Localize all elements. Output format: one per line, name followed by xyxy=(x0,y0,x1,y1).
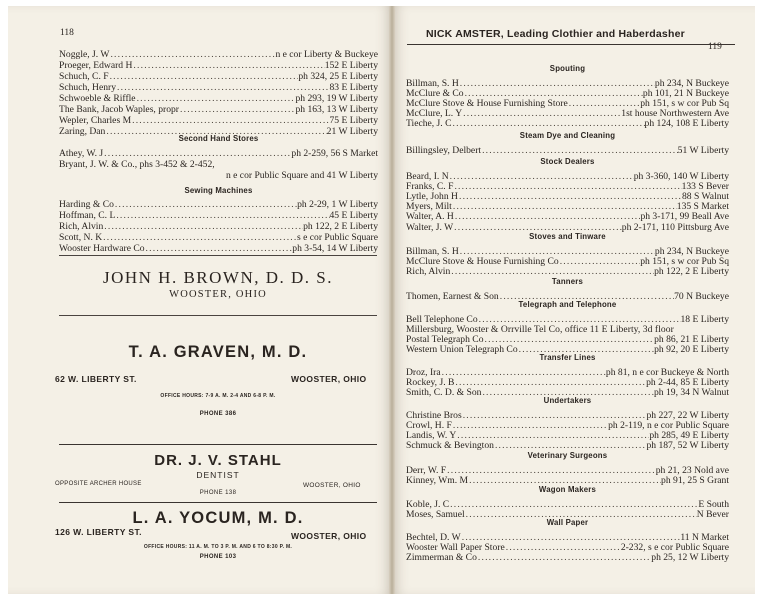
entry-value: 133 S Bever xyxy=(681,181,729,193)
entry-name: Moses, Samuel xyxy=(406,509,465,521)
directory-entry xyxy=(59,159,378,170)
section-heading: Steam Dye and Cleaning xyxy=(519,131,616,140)
directory-entry xyxy=(59,221,378,232)
entry-value: n e cor Liberty & Buckeye xyxy=(275,49,378,60)
entry-value: 45 E Liberty xyxy=(329,210,378,221)
entry-value: 11 N Market xyxy=(680,532,729,543)
entry-value: ph 163, 13 W Liberty xyxy=(295,104,378,115)
entry-name: Postal Telegraph Co xyxy=(406,334,484,346)
entry-name: Bechtel, D. W xyxy=(406,532,461,543)
entry-name: McClure & Co xyxy=(406,88,464,100)
entry-value: ph 92, 20 E Liberty xyxy=(654,344,729,356)
entry-name: Harding & Co xyxy=(59,199,114,210)
ad-graven-hours: OFFICE HOURS: 7-9 A. M. 2-4 AND 6-8 P. M. xyxy=(160,393,276,399)
directory-entry xyxy=(406,266,729,277)
ad-yocum-phone: PHONE 103 xyxy=(199,554,237,560)
entry-value: 2-232, s e cor Public Square xyxy=(620,542,729,554)
divider xyxy=(59,315,377,316)
ad-stahl-city: WOOSTER, OHIO xyxy=(303,482,361,489)
entry-name: Tieche, J. C xyxy=(406,118,452,130)
running-head: NICK AMSTER, Leading Clothier and Haberdasher xyxy=(426,28,685,40)
ad-yocum-name: L. A. YOCUM, M. D. xyxy=(132,509,304,527)
entry-name: Smith, C. D. & Son xyxy=(406,387,482,399)
entry-value: n e cor Public Square and 41 W Liberty xyxy=(225,170,378,181)
entry-name: Bryant, J. W. & Co., phs 3-452 & 2-452, xyxy=(59,159,215,170)
section-heading: Wall Paper xyxy=(546,518,589,527)
dot-leader xyxy=(481,145,678,156)
entry-value: ph 122, 2 E Liberty xyxy=(654,266,729,278)
dot-leader xyxy=(179,104,295,115)
directory-entry xyxy=(406,222,729,233)
entry-name: Myers, Milt xyxy=(406,201,452,213)
entry-name: Schuch, Henry xyxy=(59,82,117,93)
entry-name: Koble, J. C xyxy=(406,499,450,510)
ad-stahl-phone: PHONE 138 xyxy=(199,490,237,496)
dot-leader xyxy=(145,243,293,254)
entry-name: Wooster Hardware Co xyxy=(59,243,145,254)
entry-value: ph 234, N Buckeye xyxy=(654,78,729,89)
entry-name: Beard, I. N xyxy=(406,171,449,182)
entry-value: 75 E Liberty xyxy=(329,115,378,126)
section-heading: Wagon Makers xyxy=(538,485,597,494)
directory-entry xyxy=(59,82,378,93)
dot-leader xyxy=(102,232,297,243)
divider xyxy=(59,255,377,256)
entry-name: Zimmerman & Co xyxy=(406,552,477,564)
entry-name: Hoffman, C. L xyxy=(59,210,116,221)
entry-value: s e cor Public Square xyxy=(297,232,378,243)
entry-name: Western Union Telegraph Co xyxy=(406,344,518,356)
ad-yocum-address: 126 W. LIBERTY ST. xyxy=(55,527,142,537)
section-heading: Spouting xyxy=(549,64,586,73)
ad-stahl-title: DENTIST xyxy=(196,470,240,480)
ad-yocum-city: WOOSTER, OHIO xyxy=(291,531,367,541)
dot-leader xyxy=(132,60,324,71)
dot-leader xyxy=(136,93,296,104)
directory-entry xyxy=(59,71,378,82)
entry-name: Billingsley, Delbert xyxy=(406,145,482,156)
entry-value: ph 3-360, 140 W Liberty xyxy=(633,171,729,182)
entry-value: 88 S Walnut xyxy=(681,191,729,203)
entry-name: Kinney, Wm. M xyxy=(406,475,469,487)
entry-name: Walter, J. W xyxy=(406,221,454,233)
entry-value: ph 151, s w cor Pub Sq xyxy=(640,256,729,268)
entry-name: McClure, L. Y xyxy=(406,108,463,120)
entry-name: Schuch, C. F xyxy=(59,71,109,82)
header-rule xyxy=(407,44,735,45)
dot-leader xyxy=(103,148,291,159)
ad-graven-phone: PHONE 386 xyxy=(199,411,237,417)
entry-name: Noggle, J. W xyxy=(59,49,110,60)
entry-name: Bell Telephone Co xyxy=(406,314,478,325)
entry-value: ph 101, 21 N Buckeye xyxy=(642,88,729,100)
entry-value: 21 W Liberty xyxy=(326,126,378,137)
entry-value: ph 19, 34 N Walnut xyxy=(654,387,729,399)
entry-value: ph 124, 108 E Liberty xyxy=(644,118,729,130)
directory-entry xyxy=(59,243,378,254)
entry-name: Rich, Alvin xyxy=(406,266,451,278)
divider xyxy=(59,502,377,503)
dot-leader xyxy=(453,222,622,233)
directory-entry xyxy=(406,145,729,156)
entry-name: Crowl, H. F xyxy=(406,420,452,432)
directory-entry xyxy=(406,440,729,451)
entry-value: 18 E Liberty xyxy=(680,314,729,325)
ad-yocum-hours: OFFICE HOURS: 11 A. M. TO 3 P. M. AND 6 TO 8:30 P. M. xyxy=(143,544,293,550)
section-heading: Undertakers xyxy=(543,396,592,405)
entry-value: ph 21, 23 Nold ave xyxy=(655,465,729,476)
entry-value: ph 25, 12 W Liberty xyxy=(651,552,729,564)
entry-value: ph 234, N Buckeye xyxy=(654,246,729,257)
directory-entry xyxy=(59,199,378,210)
entry-value: ph 2-171, 110 Pittsburg Ave xyxy=(621,221,729,233)
directory-entry xyxy=(59,104,378,115)
entry-name: Schwoeble & Riffle xyxy=(59,93,136,104)
directory-entry xyxy=(59,148,378,159)
directory-entry xyxy=(59,170,378,181)
dot-leader xyxy=(494,440,647,451)
directory-entry xyxy=(59,93,378,104)
dot-leader xyxy=(103,221,303,232)
entry-name: Lytle, John H xyxy=(406,191,458,203)
entry-value: ph 91, 25 S Grant xyxy=(661,475,729,487)
entry-value: ph 285, 49 E Liberty xyxy=(649,430,729,442)
ad-graven-city: WOOSTER, OHIO xyxy=(291,374,367,384)
section-heading: Sewing Machines xyxy=(184,186,253,195)
ad-brown-location: WOOSTER, OHIO xyxy=(169,289,267,300)
dot-leader xyxy=(477,552,651,563)
entry-name: Rich, Alvin xyxy=(59,221,104,232)
dot-leader xyxy=(115,210,329,221)
entry-value: 70 N Buckeye xyxy=(674,291,729,302)
entry-name: Wooster Wall Paper Store xyxy=(406,542,505,554)
entry-name: Zaring, Dan xyxy=(59,126,106,137)
entry-name: Droz, Ira xyxy=(406,367,441,378)
entry-value: N Bever xyxy=(696,509,729,521)
entry-name: Franks, C. F xyxy=(406,181,454,193)
entry-name: The Bank, Jacob Waples, propr xyxy=(59,104,180,115)
right-page xyxy=(392,6,755,594)
entry-value: ph 122, 2 E Liberty xyxy=(303,221,378,232)
section-heading: Second Hand Stores xyxy=(178,134,259,143)
entry-value: ph 2-259, 56 S Market xyxy=(291,148,378,159)
entry-value: ph 2-29, 1 W Liberty xyxy=(297,199,378,210)
dot-leader xyxy=(452,118,645,129)
entry-value: ph 227, 22 W Liberty xyxy=(646,410,729,421)
entry-name: Athey, W. J xyxy=(59,148,104,159)
directory-entry xyxy=(406,118,729,129)
directory-entry xyxy=(59,115,378,126)
dot-leader xyxy=(114,199,297,210)
ad-stahl-address: OPPOSITE ARCHER HOUSE xyxy=(55,481,142,487)
entry-name: Landis, W. Y xyxy=(406,430,457,442)
section-heading: Tanners xyxy=(551,277,584,286)
entry-value: ph 86, 21 E Liberty xyxy=(654,334,729,346)
section-heading: Telegraph and Telephone xyxy=(518,300,617,309)
page-number: 119 xyxy=(708,42,722,52)
book-gutter xyxy=(389,6,395,594)
directory-entry xyxy=(59,210,378,221)
section-heading: Veterinary Surgeons xyxy=(527,451,608,460)
entry-name: Thomen, Earnest & Son xyxy=(406,291,499,302)
dot-leader xyxy=(131,115,329,126)
entry-value: 152 E Liberty xyxy=(324,60,378,71)
dot-leader xyxy=(450,266,654,277)
ad-brown-name: JOHN H. BROWN, D. D. S. xyxy=(102,268,333,287)
directory-entry xyxy=(59,49,378,60)
entry-name: Schmuck & Bevington xyxy=(406,440,494,452)
section-heading: Transfer Lines xyxy=(539,353,596,362)
entry-name: Wepler, Charles M xyxy=(59,115,132,126)
left-page xyxy=(8,6,392,594)
entry-value: ph 151, s w cor Pub Sq xyxy=(640,98,729,110)
entry-name: Walter, A. H xyxy=(406,211,454,223)
directory-entry xyxy=(59,232,378,243)
entry-name: Proeger, Edward H xyxy=(59,60,133,71)
directory-entry xyxy=(406,552,729,563)
entry-name: Millersburg, Wooster & Orrville Tel Co, office 11 E Liberty, 3d floor xyxy=(406,324,674,336)
ad-graven-name: T. A. GRAVEN, M. D. xyxy=(128,343,308,361)
entry-value: 1st house Northwestern Ave xyxy=(621,108,729,120)
entry-value: ph 187, 52 W Liberty xyxy=(646,440,729,452)
entry-value: ph 324, 25 E Liberty xyxy=(298,71,378,82)
entry-value: ph 81, n e cor Buckeye & North xyxy=(605,367,729,378)
entry-value: ph 2-44, 85 E Liberty xyxy=(646,377,729,389)
entry-value: 83 E Liberty xyxy=(329,82,378,93)
section-heading: Stock Dealers xyxy=(540,157,595,166)
entry-value: ph 3-171, 99 Beall Ave xyxy=(640,211,729,223)
entry-name: McClure Stove & House Furnishing Co xyxy=(406,256,559,268)
ad-graven-address: 62 W. LIBERTY ST. xyxy=(55,374,137,384)
dot-leader xyxy=(109,49,275,60)
entry-value: ph 293, 19 W Liberty xyxy=(295,93,378,104)
entry-name: Derr, W. F xyxy=(406,465,447,476)
dot-leader xyxy=(109,71,299,82)
divider xyxy=(59,444,377,445)
entry-name: Christine Bros xyxy=(406,410,462,421)
section-heading: Stoves and Tinware xyxy=(529,232,606,241)
entry-name: Rockey, J. B xyxy=(406,377,455,389)
entry-value: ph 3-54, 14 W Liberty xyxy=(292,243,378,254)
directory-entry xyxy=(59,60,378,71)
entry-name: Billman, S. H xyxy=(406,78,459,89)
entry-name: Scott, N. K xyxy=(59,232,103,243)
dot-leader xyxy=(116,82,329,93)
entry-value: 135 S Market xyxy=(676,201,729,213)
entry-value: ph 2-119, n e cor Public Square xyxy=(608,420,729,432)
entry-value: 51 W Liberty xyxy=(677,145,729,156)
ad-stahl-name: DR. J. V. STAHL xyxy=(154,452,282,469)
entry-name: Billman, S. H xyxy=(406,246,459,257)
page-number: 118 xyxy=(60,28,74,38)
entry-value: E South xyxy=(698,499,729,510)
entry-name: McClure Stove & House Furnishing Store xyxy=(406,98,568,110)
